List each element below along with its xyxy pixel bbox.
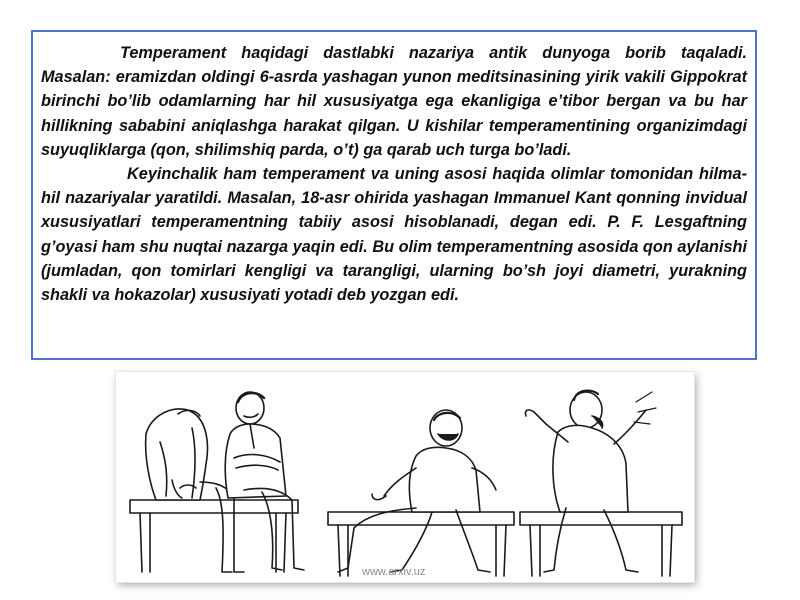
cartoon-drawing (116, 372, 694, 582)
paragraph-2: Keyinchalik ham temperament va uning asosi haqida olimlar tomonidan hilma-hil nazariyalar yaratildi. Masalan, 18-asr ohirida yashagan Immanuel Kant qonning invidual xususiyatlari temperamentning tabiiy asosi hisoblanadi, degan edi. P. F. Lesgaftning g’oyasi ham shu nuqtai nazarga yaqin edi. Bu olim temperamentning asosida qon aylanishi (jumladan, qon tomirlari kengligi va tarangligi, ularning bo’sh joyi diametri, yurakning shakli va hokazolar) xususiyati yotadi deb yozgan edi. (41, 165, 747, 305)
text-box (31, 30, 757, 360)
temperament-cartoon (116, 372, 694, 582)
paragraph-1: Temperament haqidagi dastlabki nazariya antik dunyoga borib taqaladi. Masalan: eramizdan oldingi 6-asrda yashagan yunon meditsinasining yirik vakili Gippokrat birinchi bo’lib odamlarning har hil xususiyatga ega ekanligiga e’tibor bergan va bu har hillikning sababini aniqlashga harakat qilgan. U kishilar temperamentining organizimdagi suyuqliklarga (qon, shilimshiq parda, o’t) ga qarab uch turga bo’ladi. (41, 44, 747, 159)
figure-choleric (525, 391, 656, 572)
figure-sanguine (338, 410, 496, 572)
watermark: www.arxiv.uz (362, 566, 426, 578)
figure-phlegmatic (225, 392, 304, 570)
bench-right (520, 512, 682, 576)
